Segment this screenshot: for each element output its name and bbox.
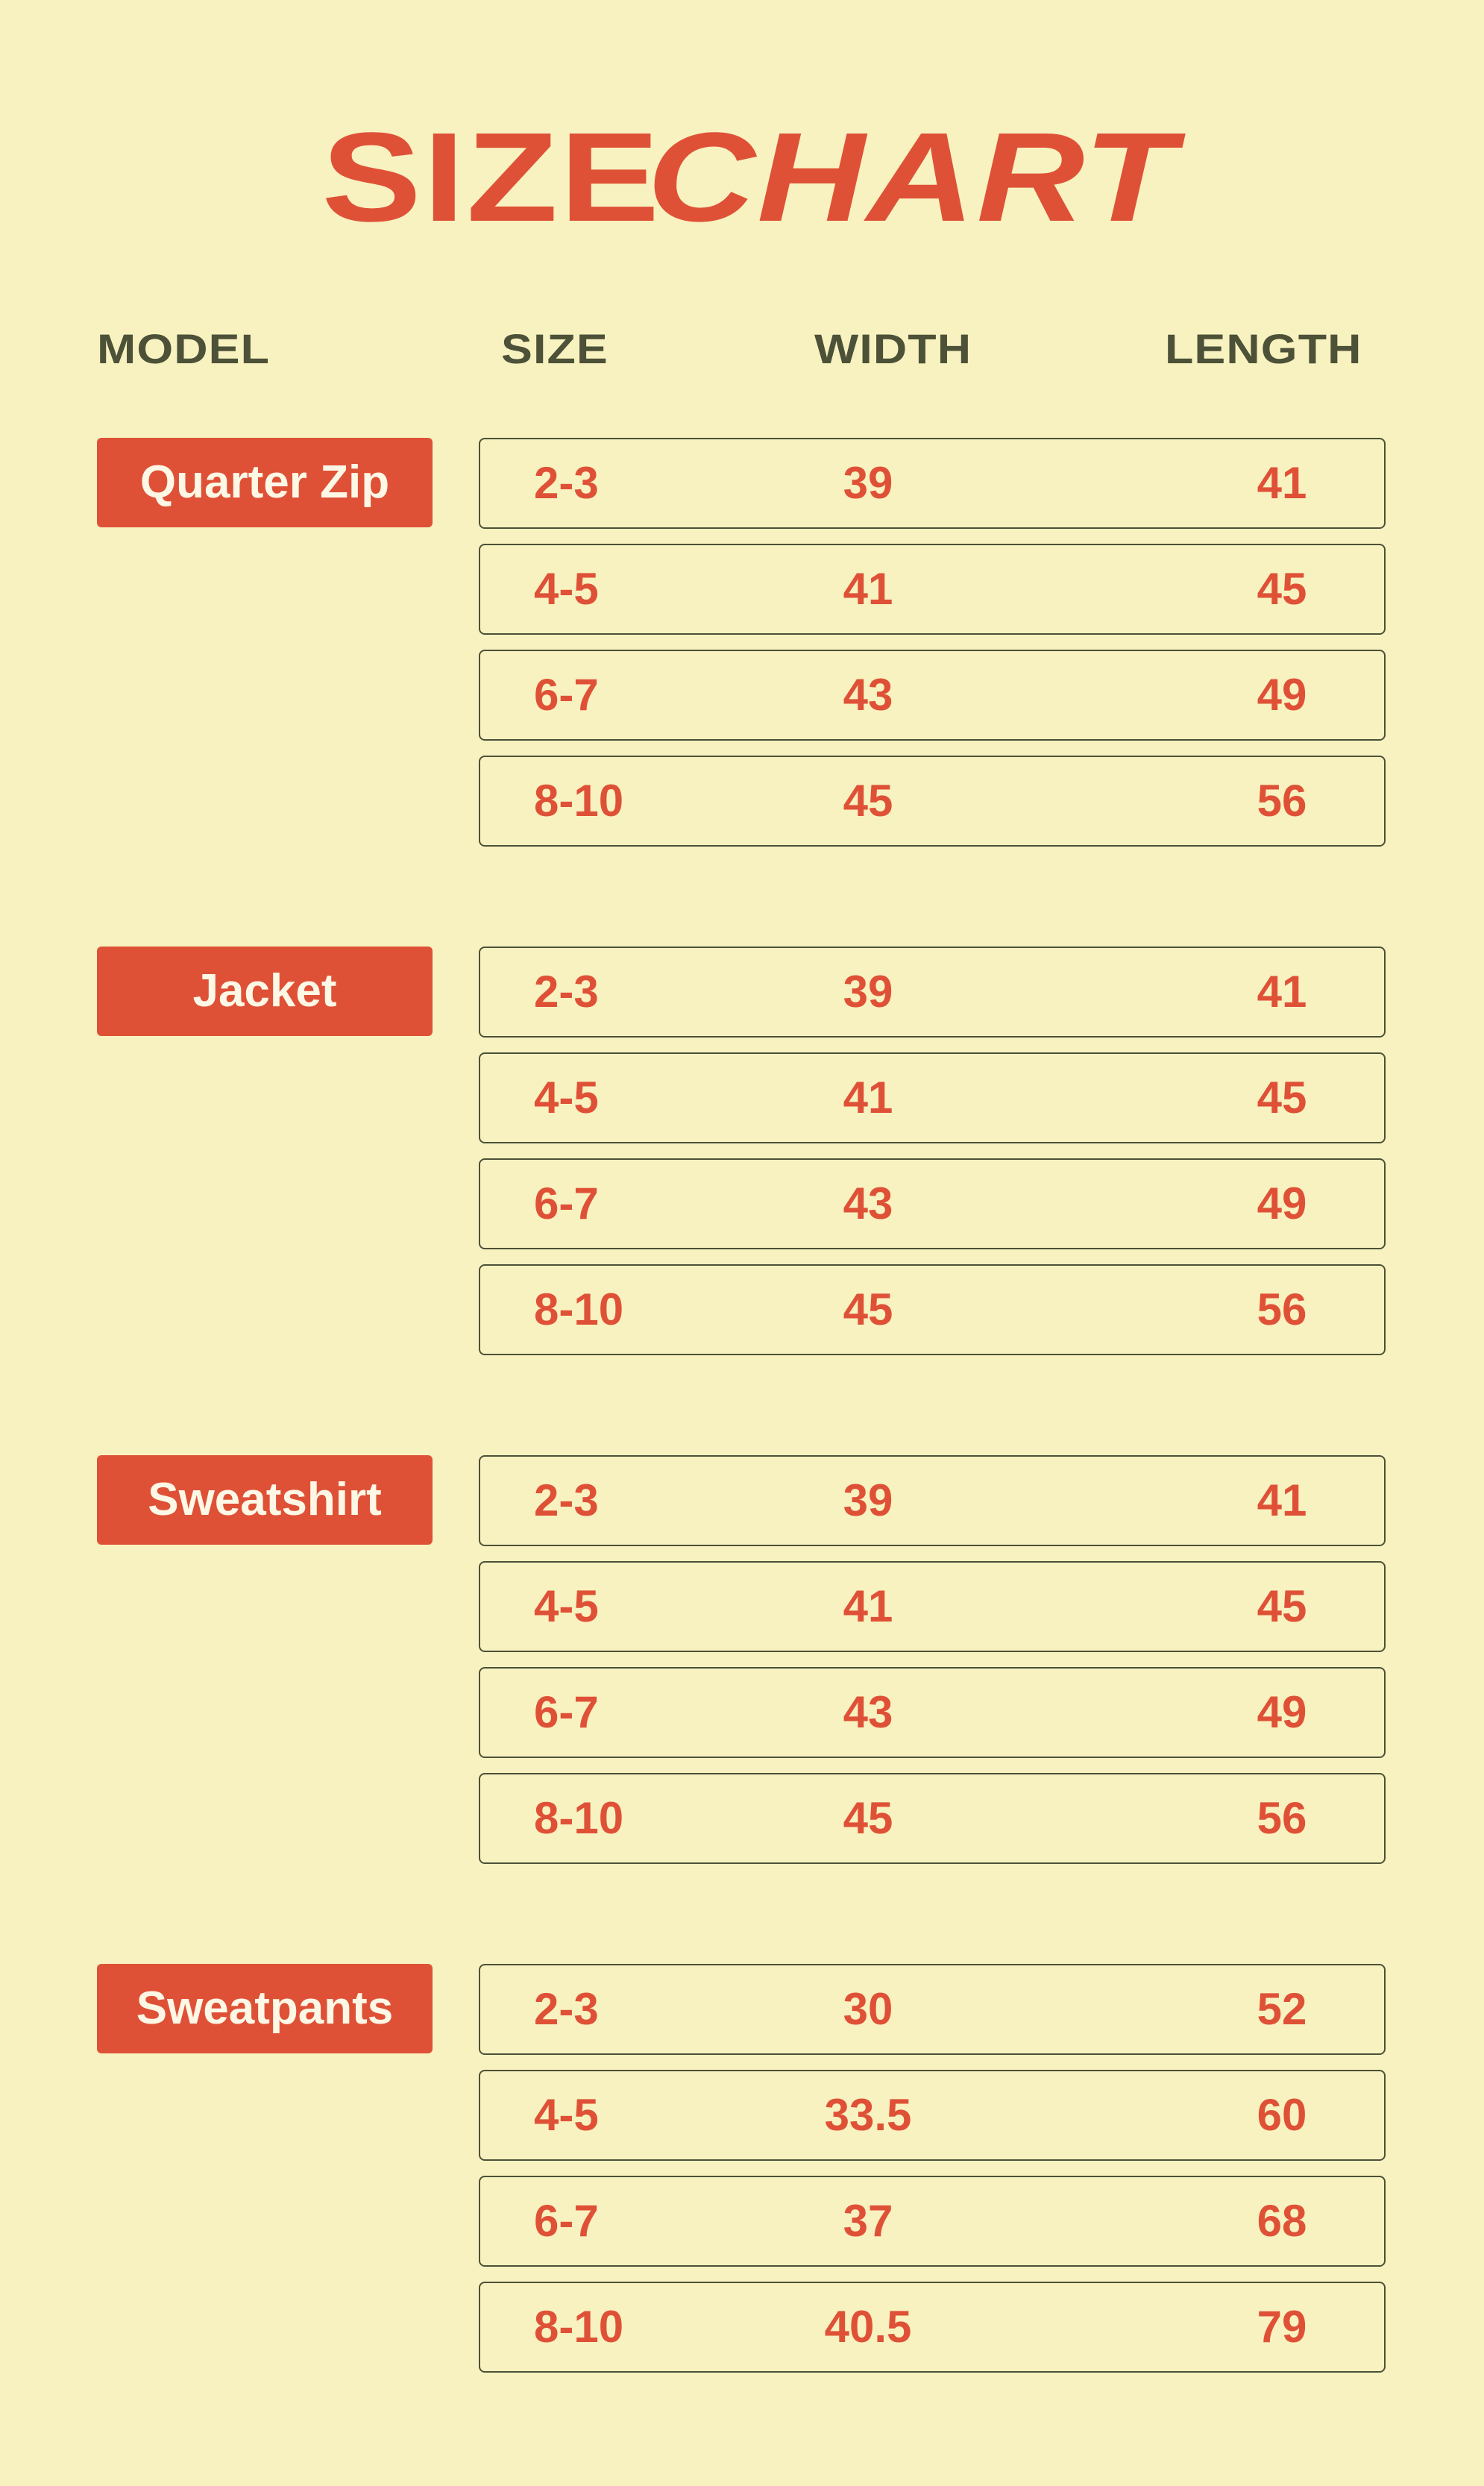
header-length-label: LENGTH: [1165, 325, 1362, 372]
length-cell: 45: [1257, 564, 1307, 614]
model-label: Quarter Zip: [97, 438, 433, 527]
size-cell: 4-5: [534, 564, 599, 614]
header-length: [1165, 325, 1362, 372]
model-section-jacket: [0, 947, 1484, 1364]
size-cell: 2-3: [534, 967, 599, 1017]
width-cell: 43: [843, 1178, 893, 1228]
length-cell: 49: [1257, 670, 1307, 720]
table-row: [479, 1964, 1386, 2055]
length-cell: 79: [1257, 2302, 1307, 2352]
width-cell: 45: [843, 776, 893, 826]
table-row: [479, 1052, 1386, 1143]
model-section-sweatshirt: [0, 1455, 1484, 1873]
length-cell: 56: [1257, 776, 1307, 826]
width-cell: 41: [843, 1073, 893, 1123]
table-row: [479, 1773, 1386, 1864]
title-word-chart: CHART: [647, 107, 1178, 248]
size-cell: 8-10: [534, 1793, 624, 1843]
table-row: [479, 947, 1386, 1038]
table-row: [479, 1264, 1386, 1355]
table-row: [479, 650, 1386, 741]
page-title: [0, 107, 1484, 248]
length-cell: 45: [1257, 1581, 1307, 1631]
header-model: [97, 325, 271, 372]
width-cell: 33.5: [824, 2090, 912, 2140]
size-cell: 6-7: [534, 670, 599, 720]
length-cell: 56: [1257, 1793, 1307, 1843]
model-section-sweatpants: [0, 1964, 1484, 2382]
length-cell: 52: [1257, 1984, 1307, 2034]
table-row: [479, 2282, 1386, 2373]
table-row: [479, 438, 1386, 529]
header-size-label: SIZE: [501, 325, 609, 372]
header-model-label: MODEL: [97, 325, 271, 372]
width-cell: 43: [843, 1687, 893, 1737]
length-cell: 60: [1257, 2090, 1307, 2140]
length-cell: 68: [1257, 2196, 1307, 2246]
model-label: Jacket: [97, 947, 433, 1036]
width-cell: 45: [843, 1284, 893, 1334]
size-cell: 2-3: [534, 1475, 599, 1525]
length-cell: 49: [1257, 1178, 1307, 1228]
size-cell: 4-5: [534, 1581, 599, 1631]
header-size: [501, 325, 609, 372]
width-cell: 45: [843, 1793, 893, 1843]
size-cell: 8-10: [534, 776, 624, 826]
size-cell: 2-3: [534, 1984, 599, 2034]
width-cell: 39: [843, 458, 893, 508]
header-width-label: WIDTH: [814, 325, 972, 372]
length-cell: 41: [1257, 1475, 1307, 1525]
size-cell: 4-5: [534, 1073, 599, 1123]
width-cell: 30: [843, 1984, 893, 2034]
model-section-quarter-zip: [0, 438, 1484, 856]
length-cell: 41: [1257, 967, 1307, 1017]
length-cell: 56: [1257, 1284, 1307, 1334]
model-label: Sweatshirt: [97, 1455, 433, 1545]
table-row: [479, 756, 1386, 847]
width-cell: 40.5: [824, 2302, 912, 2352]
table-row: [479, 1667, 1386, 1758]
width-cell: 37: [843, 2196, 893, 2246]
table-row: [479, 1561, 1386, 1652]
width-cell: 41: [843, 1581, 893, 1631]
length-cell: 45: [1257, 1073, 1307, 1123]
length-cell: 49: [1257, 1687, 1307, 1737]
header-width: [814, 325, 972, 372]
table-row: [479, 1158, 1386, 1249]
size-cell: 6-7: [534, 2196, 599, 2246]
table-row: [479, 544, 1386, 635]
table-row: [479, 1455, 1386, 1546]
width-cell: 43: [843, 670, 893, 720]
size-cell: 2-3: [534, 458, 599, 508]
size-cell: 6-7: [534, 1687, 599, 1737]
width-cell: 39: [843, 967, 893, 1017]
table-row: [479, 2070, 1386, 2161]
size-cell: 8-10: [534, 1284, 624, 1334]
width-cell: 39: [843, 1475, 893, 1525]
width-cell: 41: [843, 564, 893, 614]
table-row: [479, 2176, 1386, 2267]
model-label: Sweatpants: [97, 1964, 433, 2053]
size-cell: 4-5: [534, 2090, 599, 2140]
size-cell: 8-10: [534, 2302, 624, 2352]
length-cell: 41: [1257, 458, 1307, 508]
title-word-size: SIZE: [321, 107, 661, 248]
size-cell: 6-7: [534, 1178, 599, 1228]
